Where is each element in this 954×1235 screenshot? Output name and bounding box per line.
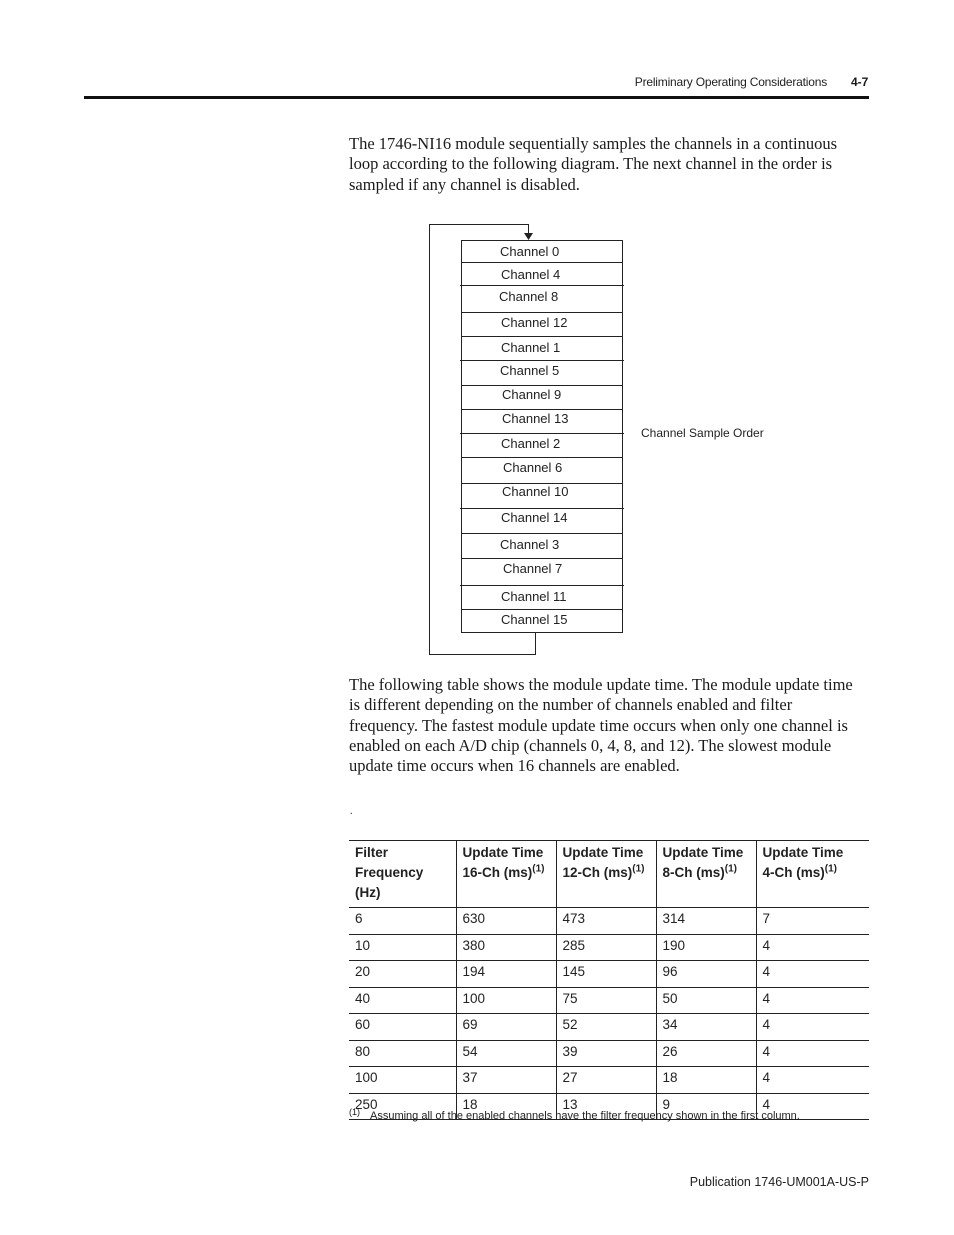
- section-title: Preliminary Operating Considerations: [634, 75, 827, 89]
- channel-item: Channel 4: [501, 267, 561, 282]
- channel-item: Channel 8: [499, 289, 559, 304]
- channel-separator: [462, 409, 623, 410]
- table-cell: 145: [556, 961, 656, 988]
- channel-item: Channel 15: [501, 612, 568, 627]
- table-cell: 285: [556, 934, 656, 961]
- table-cell: 26: [656, 1040, 756, 1067]
- channel-item: Channel 3: [500, 537, 560, 552]
- channel-separator: [462, 312, 623, 313]
- channel-separator: [460, 433, 624, 434]
- table-cell: 380: [456, 934, 556, 961]
- channel-separator: [460, 508, 624, 509]
- header-16ch: Update Time 16-Ch (ms)$^{(1)}$: [456, 841, 556, 908]
- table-cell: 18: [656, 1067, 756, 1094]
- header-rule: [84, 96, 869, 99]
- publication-number: Publication 1746-UM001A-US-P: [689, 1175, 869, 1189]
- table-cell: 10: [349, 934, 456, 961]
- channel-item: Channel 13: [502, 411, 569, 426]
- table-row: [349, 961, 869, 988]
- channel-item: Channel 1: [501, 340, 561, 355]
- channel-item: Channel 5: [500, 363, 560, 378]
- table-cell: 7: [756, 908, 869, 935]
- table-cell: 52: [556, 1014, 656, 1041]
- channel-item: Channel 12: [501, 315, 568, 330]
- channel-separator: [462, 262, 623, 263]
- channel-separator: [462, 483, 623, 484]
- channel-list: [461, 240, 623, 633]
- channel-item: Channel 2: [501, 436, 561, 451]
- table-cell: 4: [756, 1014, 869, 1041]
- channel-separator: [460, 360, 624, 361]
- channel-separator: [462, 533, 623, 534]
- page-number: 4-7: [851, 75, 869, 89]
- header-filter-frequency: Filter Frequency (Hz): [349, 841, 456, 908]
- table-cell: 4: [756, 1067, 869, 1094]
- table-cell: 9: [656, 1093, 756, 1120]
- table-cell: 4: [756, 1040, 869, 1067]
- channel-item: Channel 10: [502, 484, 569, 499]
- loop-line-riser: [535, 633, 536, 655]
- table-cell: 630: [456, 908, 556, 935]
- table-cell: 27: [556, 1067, 656, 1094]
- table-header-row: [349, 841, 869, 908]
- intro-paragraph: The 1746-NI16 module sequentially samples the channels in a continuous loop according to the following diagram. The next channel in the order is sampled if any channel is disabled.: [349, 134, 838, 194]
- header-8ch: Update Time 8-Ch (ms)$^{(1)}$: [656, 841, 756, 908]
- channel-separator: [462, 609, 623, 610]
- table-cell: 50: [656, 987, 756, 1014]
- table-cell: 4: [756, 961, 869, 988]
- table-cell: 250: [349, 1093, 456, 1120]
- table-cell: 40: [349, 987, 456, 1014]
- table-cell: 69: [456, 1014, 556, 1041]
- table-cell: 100: [349, 1067, 456, 1094]
- table-cell: 4: [756, 987, 869, 1014]
- table-row: [349, 1040, 869, 1067]
- table-row: [349, 1067, 869, 1094]
- channel-separator: [460, 585, 624, 586]
- loop-line-top: [429, 224, 529, 225]
- table-row: [349, 934, 869, 961]
- table-cell: 39: [556, 1040, 656, 1067]
- table-cell: 34: [656, 1014, 756, 1041]
- table-cell: 194: [456, 961, 556, 988]
- table-cell: 4: [756, 1093, 869, 1120]
- footnote-mark: (1): [349, 1107, 360, 1117]
- channel-item: Channel 9: [502, 387, 562, 402]
- table-cell: 190: [656, 934, 756, 961]
- table-row: [349, 987, 869, 1014]
- channel-item: Channel 7: [503, 561, 563, 576]
- table-cell: 18: [456, 1093, 556, 1120]
- stray-period: .: [350, 806, 353, 817]
- channel-separator: [462, 558, 623, 559]
- table-cell: 96: [656, 961, 756, 988]
- channel-separator: [462, 336, 623, 337]
- footnote-text: Assuming all of the enabled channels have the filter frequency shown in the first column.: [370, 1110, 800, 1122]
- channel-item: Channel 11: [501, 589, 567, 604]
- table-cell: 54: [456, 1040, 556, 1067]
- table-cell: 80: [349, 1040, 456, 1067]
- table-cell: 473: [556, 908, 656, 935]
- table-cell: 75: [556, 987, 656, 1014]
- table-cell: 13: [556, 1093, 656, 1120]
- table-row: [349, 908, 869, 935]
- table-cell: 100: [456, 987, 556, 1014]
- channel-separator: [460, 285, 624, 286]
- table-cell: 6: [349, 908, 456, 935]
- header-4ch: Update Time 4-Ch (ms)$^{(1)}$: [756, 841, 869, 908]
- table-cell: 20: [349, 961, 456, 988]
- channel-item: Channel 0: [500, 244, 560, 259]
- table-cell: 4: [756, 934, 869, 961]
- channel-item: Channel 14: [501, 510, 568, 525]
- header-12ch: Update Time 12-Ch (ms)$^{(1)}$: [556, 841, 656, 908]
- channel-separator: [462, 457, 623, 458]
- channel-item: Channel 6: [503, 460, 563, 475]
- table-row: [349, 1014, 869, 1041]
- update-time-table: [349, 840, 869, 1120]
- table-cell: 314: [656, 908, 756, 935]
- diagram-label: Channel Sample Order: [641, 426, 764, 440]
- loop-line-bottom: [429, 654, 536, 655]
- table-intro-paragraph: The following table shows the module update time. The module update time is different depending on the number of channels enabled and filter frequency. The fastest module update time occurs when only one channel is enabled on each A/D chip (channels 0, 4, 8, and 12). The slowest module update time occurs when 16 channels are enabled.: [349, 675, 853, 776]
- channel-separator: [462, 385, 623, 386]
- table-cell: 60: [349, 1014, 456, 1041]
- table-cell: 37: [456, 1067, 556, 1094]
- loop-line-left: [429, 224, 430, 655]
